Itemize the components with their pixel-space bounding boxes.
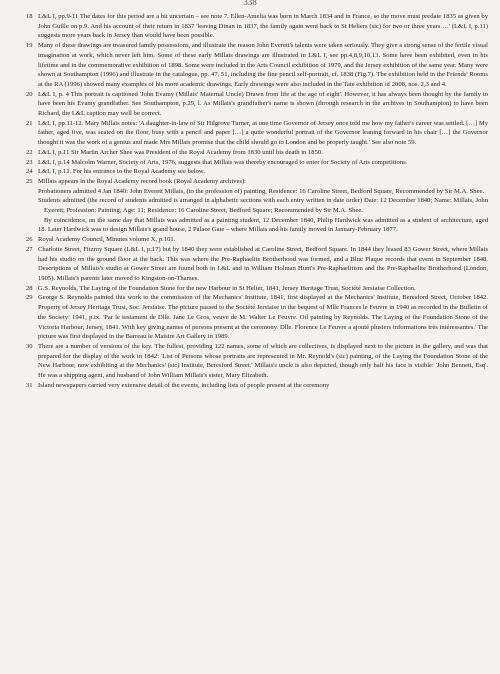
endnote-text: Millais appears in the Royal Academy record book (Royal Academy archives): xyxy=(38,177,247,185)
endnote-number: 20 xyxy=(26,90,33,98)
endnote-text: Royal Academy Council, Minutes volume X, p.101. xyxy=(38,236,176,244)
endnote-number: 23 xyxy=(26,158,33,166)
endnote-number: 31 xyxy=(26,381,33,389)
endnote-number: 26 xyxy=(26,236,33,244)
endnote-number: 22 xyxy=(26,148,33,156)
endnote-number: 28 xyxy=(26,284,33,292)
endnote-text: There are a number of versions of the key. The fullest, providing 122 names, some of which are collectives, is displayed next to the picture in the gallery, and was that prepared for the display of the work in 1842: 'List of Persons whose portraits are represented in Mr. Reynold's (sic) painting, of the Laying the Foundation Stone of the New Harbour, now exhibiting at the Mechanics' (sic) Institute, Beresford Street.' Millais's uncle is also depicted, though only half his face is visible: 'John Bennett, Esq'. He was a shipping agent, and husband of John William Millais's sister, Mary Elizabeth. xyxy=(38,342,488,380)
endnote-text: Many of these drawings are treasured family possessions, and illustrate the reason John Everett's talents were taken seriously. They give a strong sense of the fertile visual imagination at work, which never left him. Some of these early Millais drawings are illustrated in L&L I, see pp.4,8,9,10,13. Some have been exhibited, even in his lifetime and in the commemorative exhibition of 1898. Some were included in the Arts Council exhibition of 1979, and the Jersey exhibition of the same year. Many were shown at Southampton (1996) and illustrate in the catalogue, pp. 47, 51, including the fine pencil self-portrait, cf. 1838 (Fig.7). The exhibition held in the Friends' Rooms at the RA (1996) showed many examples of his more academic drawings. Early drawings were also included in the Tate exhibition of 2008, nos. 2,3 and 4. xyxy=(38,42,488,88)
page-number: 338 xyxy=(243,0,257,7)
endnote-18 xyxy=(26,12,488,41)
endnote-19 xyxy=(26,41,488,90)
endnote-26 xyxy=(26,235,488,245)
endnote-29 xyxy=(26,293,488,342)
endnote-24 xyxy=(26,167,488,177)
endnote-number: 19 xyxy=(26,42,33,50)
endnote-number: 18 xyxy=(26,13,33,20)
endnote-text: By coincidence, on the same day that Millais was admitted as a painting student, 12 December 1840, Philip Hardwick was admitted as a student of architecture, aged 18. Later Hardwick was to design Millais's grand house, 2 Palace Gate – where Millais and his family moved in January-February 1877. xyxy=(38,216,488,234)
endnote-number: 27 xyxy=(26,245,33,253)
endnote-text: George S. Reynolds painted this work to the commission of the Mechanics' Institute, 1841, first displayed at the Mechanics' Institute, Beresford Street, October 1842. Property of Jersey Heritage Trust, Soc. Jersiaise. The picture passed to the Société Jersiaise in the bequest of Mlle Frances le Feuvre in 1940 as recorded in the Bulletin of the Society: 1941, p.ix. 'Par le testament de Dlle. Jane Le Gros, veuve de M. Walter Le Feuvre. Oil painting by Reynolds. The Laying of the Foundation Stone of the Victoria Harbour, Jersey, 1841. With key giving names of persons present at the ceremony. Dlle. Florence Le Feuvre a ajouté plusiers informations très intéressantes.' The picture was first displayed in the Barreau le Maistre Art Gallery in 1989. xyxy=(38,294,488,341)
endnote-text: L&L I, p. 4 This portrait is captioned 'John Evamy (Millais' Maternal Uncle) Drawn from life at the age of eight'. However, it has always been thought by the family to have been his Evamy grandfather. See Southampton, p.29, l. As Millais's grandfather's name is shown (through research in the archives in Southampton) to have been Richard, the L&L caption may well be correct. xyxy=(38,90,488,118)
endnote-text: Probationers admitted 4 Jan 1840: John Everett Millais, (to the profession of) painting, Residence: 16 Caroline Street, Bedford Square, Recommended by Sir M.A. Shee. xyxy=(38,187,485,195)
endnote-25 xyxy=(26,177,488,235)
endnote-text: L&L I, pp.11-12. Mary Millais notes: 'A daughter-in-law of Sir Hilgrove Turner, at one time Governor of Jersey once told me how my father's career was settled. […] My father, aged five, was seated on the floor, busy with a pencil and paper […] a quite wonderful portrait of the Governor leaning forward in his chair […] the Governor thought it was the work of a genius and made Mrs Millais promise that the child should go to London and be properly taught.' See also note 59. xyxy=(38,119,488,147)
endnote-text: L&L I, p.11 Sir Martin Archer Shee was President of the Royal Academy from 1830 until his death in 1850. xyxy=(38,148,323,156)
endnote-text: Island newspapers carried very extensive detail of the events, including lists of people present at the ceremony xyxy=(38,381,330,389)
endnote-text: L&L I, p.12. For his entrance to the Royal Academy see below. xyxy=(38,168,205,176)
endnote-number: 29 xyxy=(26,294,33,302)
endnote-27 xyxy=(26,245,488,284)
endnote-22 xyxy=(26,148,488,158)
endnote-number: 24 xyxy=(26,168,33,176)
endnotes-list xyxy=(26,12,488,390)
endnote-23 xyxy=(26,158,488,168)
endnote-number: 25 xyxy=(26,177,33,185)
endnote-28 xyxy=(26,284,488,294)
endnote-text: L&L I, p.14 Malcolm Warner, Society of Arts, 1976, suggests that Millais was thereby encouraged to enter for Society of Arts competitions. xyxy=(38,158,408,166)
endnote-31 xyxy=(26,381,488,391)
endnote-text: Charlotte Street, Fitzroy Square (L&L I, p.17) but by 1840 they were established at Caroline Street, Bedford Square. In 1844 they leased 83 Gower Street, where Millais had his studio on the ground floor at the back. This was where the Pre-Raphaelite Brotherhood was formed, and a Blue Plaque records that event in September 1848. Descriptions of Millais's studio at Gower Street are found both in L&L and in William Holman Hunt's Pre-Raphaelitism and the Pre-Raphaelite Brotherhood (London, 1905). Millais's parents later moved to Kingston-on-Thames. xyxy=(38,245,488,282)
endnote-number: 30 xyxy=(26,342,33,350)
endnote-number: 21 xyxy=(26,119,33,127)
endnote-text: G.S. Reynolds, The Laying of the Foundation Stone for the new Harbour in St Helier, 1841, Jersey Heritage Trust, Société Jersiaise Collection. xyxy=(38,284,416,292)
endnote-21 xyxy=(26,119,488,148)
endnote-30 xyxy=(26,342,488,381)
endnote-text: L&L I, pp.9-11 The dates for this period are a bit uncertain – see note 7. Ellen-Amelia was born in March 1834 and in France, so the move must predate 1835 as given by John Guille on p.9. And his account of their return in 1837 'leaving Dinan in 1837, the family again went back to St Heliers (sic) for two or three years …' (L&L I, p.11) suggests more years back in Jersey than would have been possible. xyxy=(38,13,488,40)
endnote-20 xyxy=(26,90,488,119)
endnote-text: Students admitted (the record of students admitted is arranged in alphabetic sections with each entry written in date order) Date: 12 December 1840; Name: Millais, John Everett; Profession: Painting; Age: 11; Residence: 16 Caroline Street, Bedford Square; Recommended by Sir M.A. Shee. xyxy=(38,197,488,215)
